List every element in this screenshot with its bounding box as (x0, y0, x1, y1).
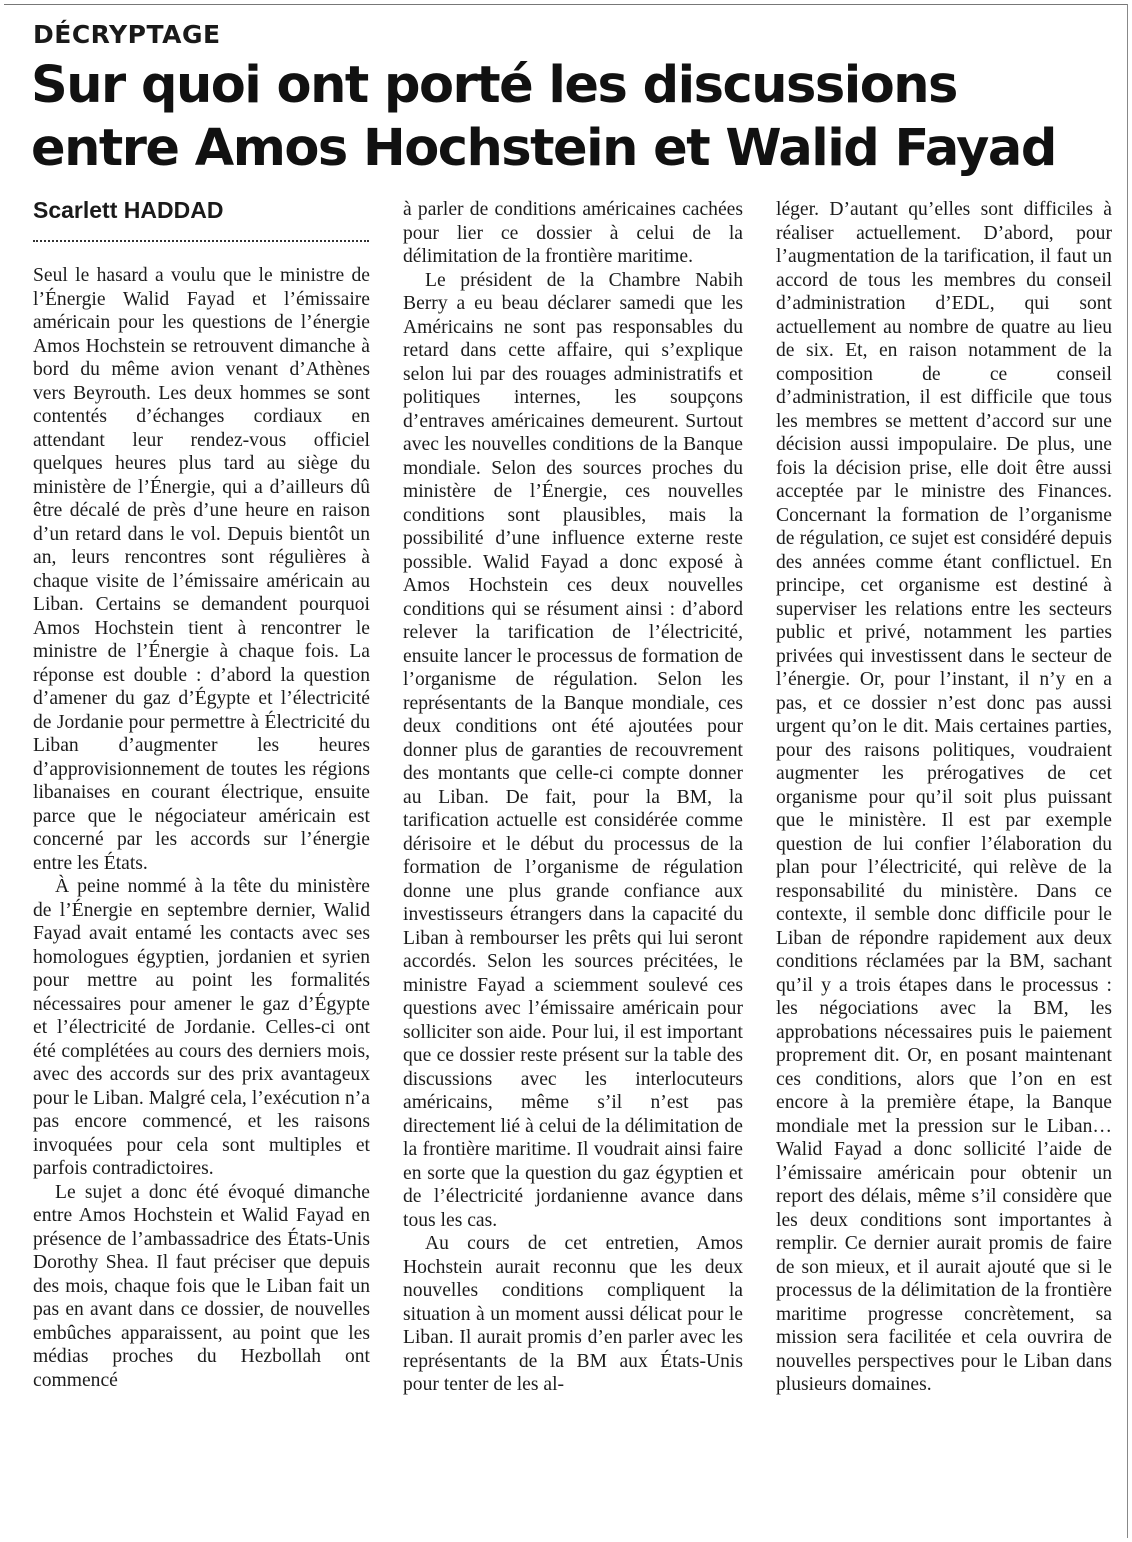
top-rule (4, 4, 1128, 5)
paragraph: À peine nommé à la tête du ministère de l’Énergie en septembre dernier, Walid Fayad avait entamé les contacts avec ses homologues égyptien, jordanien et syrien pour mettre au point les formalités nécessaires pour amener le gaz d’Égypte et l’électricité de Jordanie. Celles-ci ont été complétées au cours des derniers mois, avec des accords sur des prix avantageux pour le Liban. Malgré cela, l’exécution n’a pas encore commencé, et les raisons invoquées pour cela sont multiples et parfois contradictoires. (33, 876, 370, 1179)
paragraph: Le président de la Chambre Nabih Berry a eu beau déclarer samedi que les Américains ne sont pas responsables du retard dans cette affaire, qui s’explique selon lui par des rouages administratifs et politiques internes, les soupçons d’entraves américaines demeurent. Surtout avec les nouvelles conditions de la Banque mondiale. Selon des sources proches du ministère de l’Énergie, ces nouvelles conditions sont plausibles, mais la possibilité d’une influence externe reste possible. Walid Fayad a donc exposé à Amos Hochstein ces deux nouvelles conditions qui se résument ainsi : d’abord relever la tarification de l’électricité, ensuite lancer le processus de formation de l’organisme de régulation. Selon les représentants de la Banque mondiale, ces deux conditions ont été ajoutées pour donner plus de garanties de recouvrement des montants que celle-ci compte donner au Liban. De fait, pour la BM, la tarification actuelle est considérée comme dérisoire et le début du processus de la formation de l’organisme de régulation donne une plus grande confiance aux investisseurs étrangers dans la capacité du Liban à rembourser les prêts qui lui seront accordés. Selon les sources précitées, le ministre Fayad a sciemment soulevé ces questions avec l’émissaire américain pour solliciter son aide. Pour lui, il est important que ce dossier reste présent sur la table des discussions avec les interlocuteurs américains, même s’il n’est pas directement lié à celui de la délimitation de la frontière maritime. Il voudrait ainsi faire en sorte que la question du gaz égyptien et de l’électricité jordanienne avance dans tous les cas. (403, 269, 743, 1231)
byline-divider (33, 240, 369, 242)
article-column-1 (33, 264, 370, 1392)
paragraph: léger. D’autant qu’elles sont difficiles à réaliser actuellement. D’abord, pour l’augmentation de la tarification, il faut un accord de tous les membres du conseil d’administration d’EDL, qui sont actuellement au nombre de quatre au lieu de six. Et, en raison notamment de la composition de ce conseil d’administration, il est difficile que tous les membres se mettent d’accord sur une décision aussi impopulaire. De plus, une fois la décision prise, elle doit être aussi acceptée par le ministre des Finances. Concernant la formation de l’organisme de régulation, ce sujet est considéré depuis des années comme étant conflictuel. En principe, cet organisme est destiné à superviser les relations entre les secteurs public et privé, notamment les parties privées qui investissent dans le secteur de l’énergie. Or, pour l’instant, il n’y en a pas, et ce dossier n’est donc pas aussi urgent qu’on le dit. Mais certaines parties, pour des raisons politiques, voudraient augmenter les prérogatives de cet organisme pour qu’il soit plus puissant que le ministère. Il est par exemple question de lui confier l’élaboration du plan pour l’électricité, qui relève de la responsabilité du ministère. Dans ce contexte, il semble donc difficile pour le Liban de répondre rapidement aux deux conditions réclamées par la BM, sachant qu’il y a trois étapes dans le processus : les négociations avec la BM, les approbations nécessaires puis le paiement proprement dit. Or, en posant maintenant ces conditions, alors que l’on en est encore à la première étape, la Banque mondiale met la pression sur le Liban… Walid Fayad a donc sollicité l’aide de l’émissaire américain pour obtenir un report des délais, même s’il considère que les deux conditions sont importantes à remplir. Ce dernier aurait promis de faire de son mieux, et il aurait ajouté que si le processus de la délimitation de la frontière maritime progresse concrètement, sa mission sera facilitée et cela ouvrira de nouvelles perspectives pour le Liban dans plusieurs domaines. (776, 199, 1112, 1395)
paragraph: Seul le hasard a voulu que le ministre de l’Énergie Walid Fayad et l’émissaire américain pour les questions de l’énergie Amos Hochstein se retrouvent dimanche à bord du même avion venant d’Athènes vers Beyrouth. Les deux hommes se sont contentés d’échanges cordiaux en attendant leur rendez-vous officiel quelques heures plus tard au siège du ministère de l’Énergie, qui a d’ailleurs dû être décalé de près d’une heure en raison d’un retard dans le vol. Depuis bientôt un an, leurs rencontres sont régulières à chaque visite de l’émissaire américain au Liban. Certains se demandent pourquoi Amos Hochstein tient à rencontrer le ministre de l’Énergie à chaque fois. La réponse est double : d’abord la question d’amener du gaz d’Égypte et l’électricité de Jordanie pour permettre à Électricité du Liban d’augmenter les heures d’approvisionnement de toutes les régions libanaises en courant électrique, ensuite parce que le négociateur américain est concerné par les accords sur l’énergie entre les États. (33, 265, 370, 874)
right-rule (1127, 4, 1128, 1538)
paragraph: Au cours de cet entretien, Amos Hochstein aurait reconnu que les deux nouvelles conditions compliquent la situation à un moment aussi délicat pour le Liban. Il aurait promis d’en parler avec les représentants de la BM aux États-Unis pour tenter de les al- (403, 1233, 743, 1395)
paragraph: à parler de conditions américaines cachées pour lier ce dossier à celui de la délimitation de la frontière maritime. (403, 199, 743, 267)
article-column-2 (403, 198, 743, 1397)
paragraph: Le sujet a donc été évoqué dimanche entre Amos Hochstein et Walid Fayad en présence de l’ambassadrice des États-Unis Dorothy Shea. Il faut préciser que depuis des mois, chaque fois que le Liban fait un pas en avant dans ce dossier, de nouvelles embûches apparaissent, au point que les médias proches du Hezbollah ont commencé (33, 1181, 370, 1391)
rubric: DÉCRYPTAGE (33, 20, 221, 49)
byline: Scarlett HADDAD (33, 197, 224, 223)
article-column-3 (776, 198, 1112, 1397)
headline: Sur quoi ont porté les discussions entre Amos Hochstein et Walid Fayad (31, 56, 1056, 178)
